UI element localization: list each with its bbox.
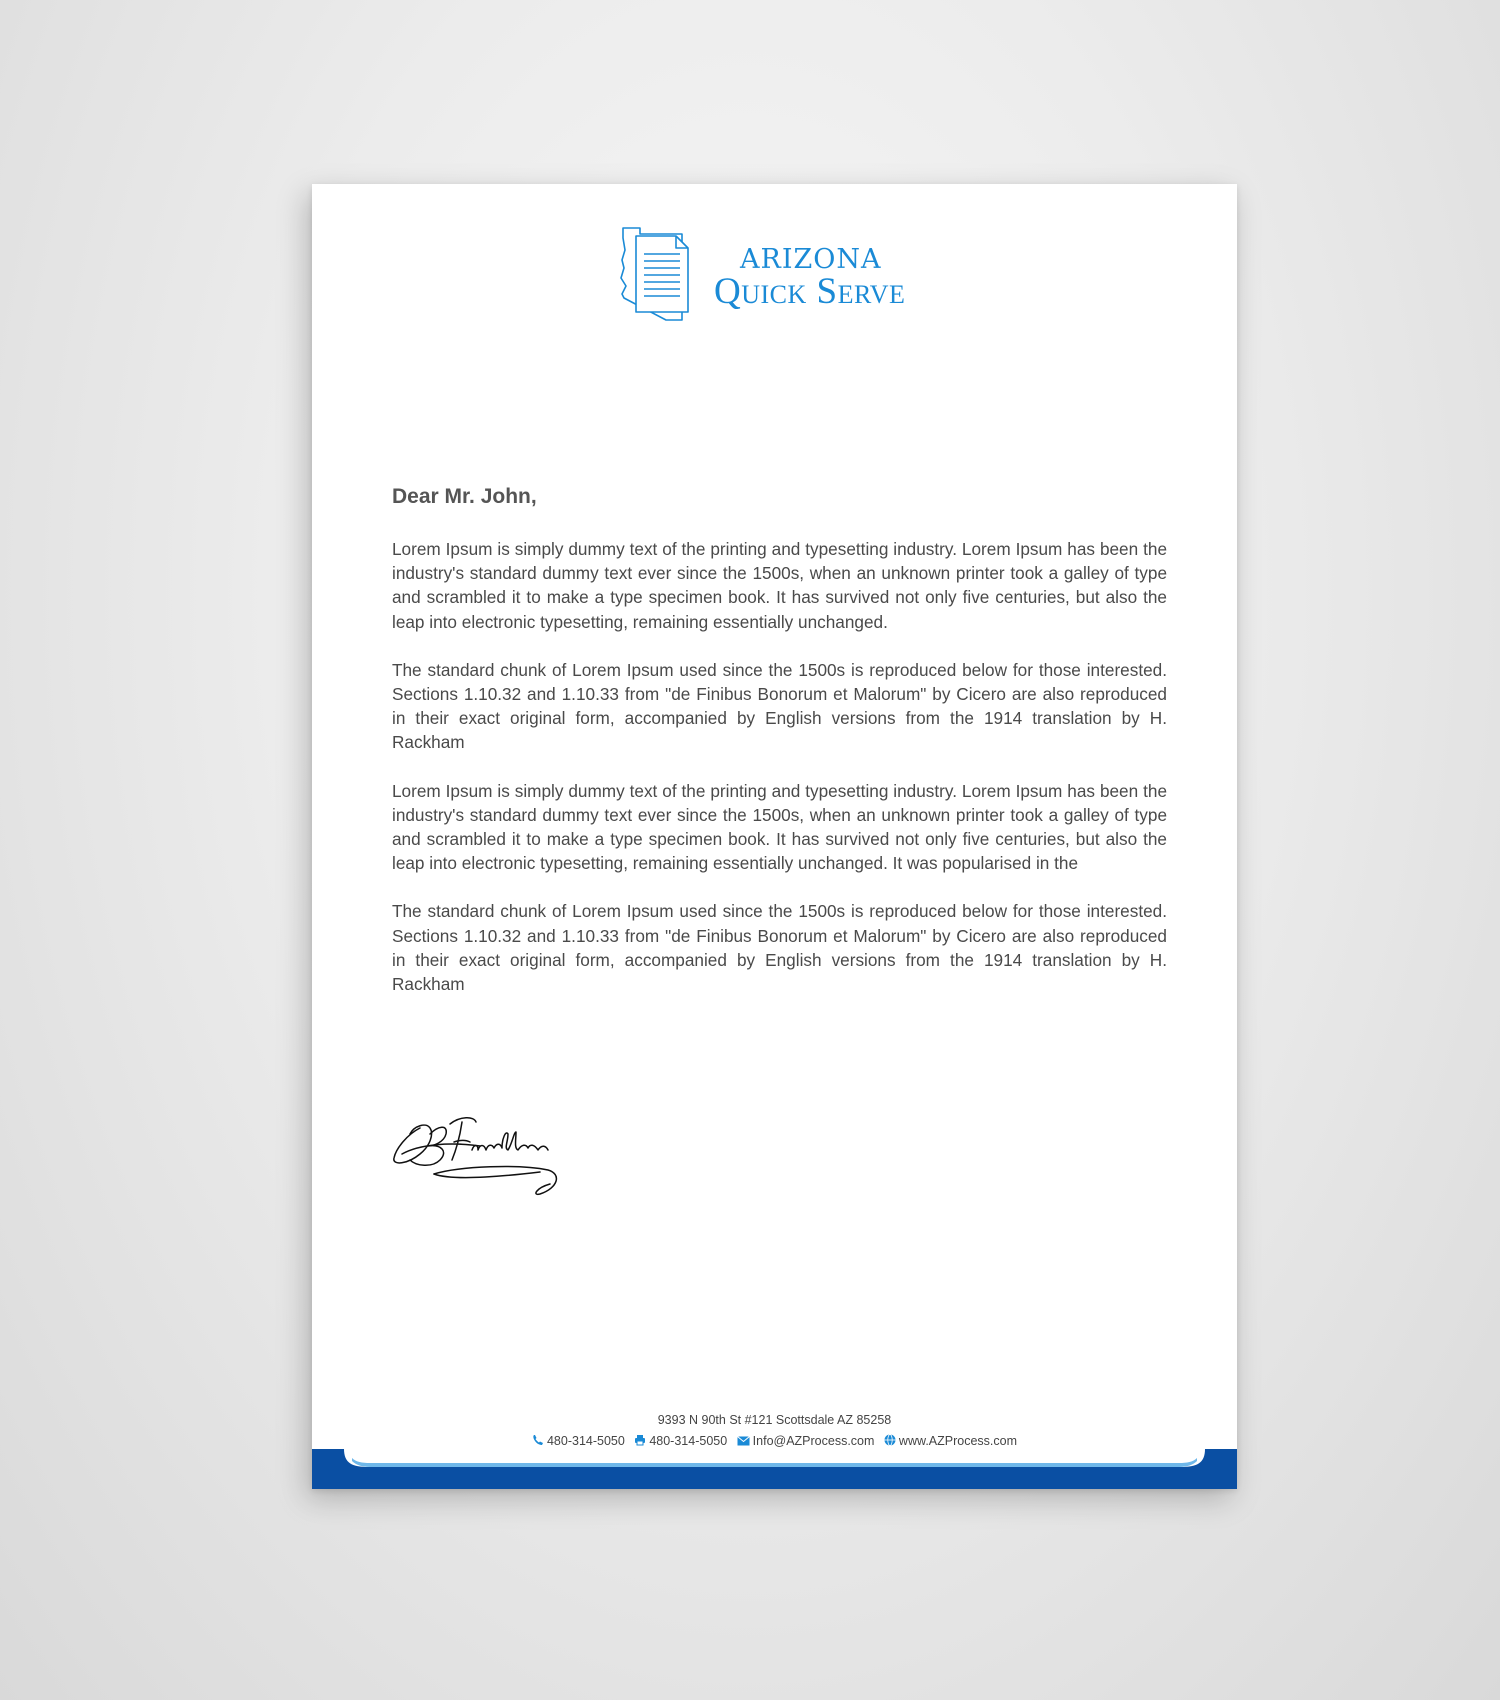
footer-band [312, 1449, 1237, 1489]
email-contact[interactable] [737, 1434, 875, 1448]
company-address: 9393 N 90th St #121 Scottsdale AZ 85258 [657, 1413, 892, 1427]
globe-icon [884, 1434, 896, 1446]
phone-contact [532, 1434, 625, 1448]
phone-icon [532, 1434, 544, 1446]
letter-paragraph: Lorem Ipsum is simply dummy text of the printing and typesetting industry. Lorem Ipsum has been the industry's standard dummy text ever since the 1500s, when an unknown printer took a galley of type and scrambled it to make a type specimen book. It has survived not only five centuries, but also the leap into electronic typesetting, remaining essentially unchanged. It was popularised in the [392, 780, 1167, 874]
letter-body [392, 537, 1167, 1020]
brand-name-line2: Quick Serve [714, 271, 906, 312]
fax-number: 480-314-5050 [649, 1434, 728, 1448]
email-address[interactable]: Info@AZProcess.com [752, 1434, 875, 1448]
letter-salutation: Dear Mr. John, [392, 485, 537, 508]
letter-paragraph: Lorem Ipsum is simply dummy text of the printing and typesetting industry. Lorem Ipsum has been the industry's standard dummy text ever since the 1500s, when an unknown printer took a galley of type and scrambled it to make a type specimen book. It has survived not only five centuries, but also the leap into electronic typesetting, remaining essentially unchanged. [392, 539, 1167, 632]
fax-contact [634, 1434, 727, 1448]
letterhead-page [312, 184, 1237, 1489]
fax-icon [634, 1434, 646, 1446]
website-contact[interactable] [884, 1434, 1017, 1448]
phone-number: 480-314-5050 [546, 1434, 625, 1448]
email-icon [737, 1436, 750, 1446]
contact-info [312, 1434, 1237, 1448]
letter-paragraph: The standard chunk of Lorem Ipsum used since the 1500s is reproduced below for those interested. Sections 1.10.32 and 1.10.33 from "de Finibus Bonorum et Malorum" by Cicero are also reproduced in their exact original form, accompanied by English versions from the 1914 translation by H. Rackham [392, 901, 1167, 995]
brand-name-line1: ARIZONA [740, 244, 882, 275]
handwritten-signature [390, 1104, 570, 1199]
company-logo [618, 224, 938, 324]
letter-paragraph: The standard chunk of Lorem Ipsum used since the 1500s is reproduced below for those interested. Sections 1.10.32 and 1.10.33 from "de Finibus Bonorum et Malorum" by Cicero are also reproduced in their exact original form, accompanied by English versions from the 1914 translation by H. Rackham [392, 659, 1167, 753]
website-url[interactable]: www.AZProcess.com [898, 1434, 1018, 1448]
arizona-document-icon [618, 224, 698, 322]
